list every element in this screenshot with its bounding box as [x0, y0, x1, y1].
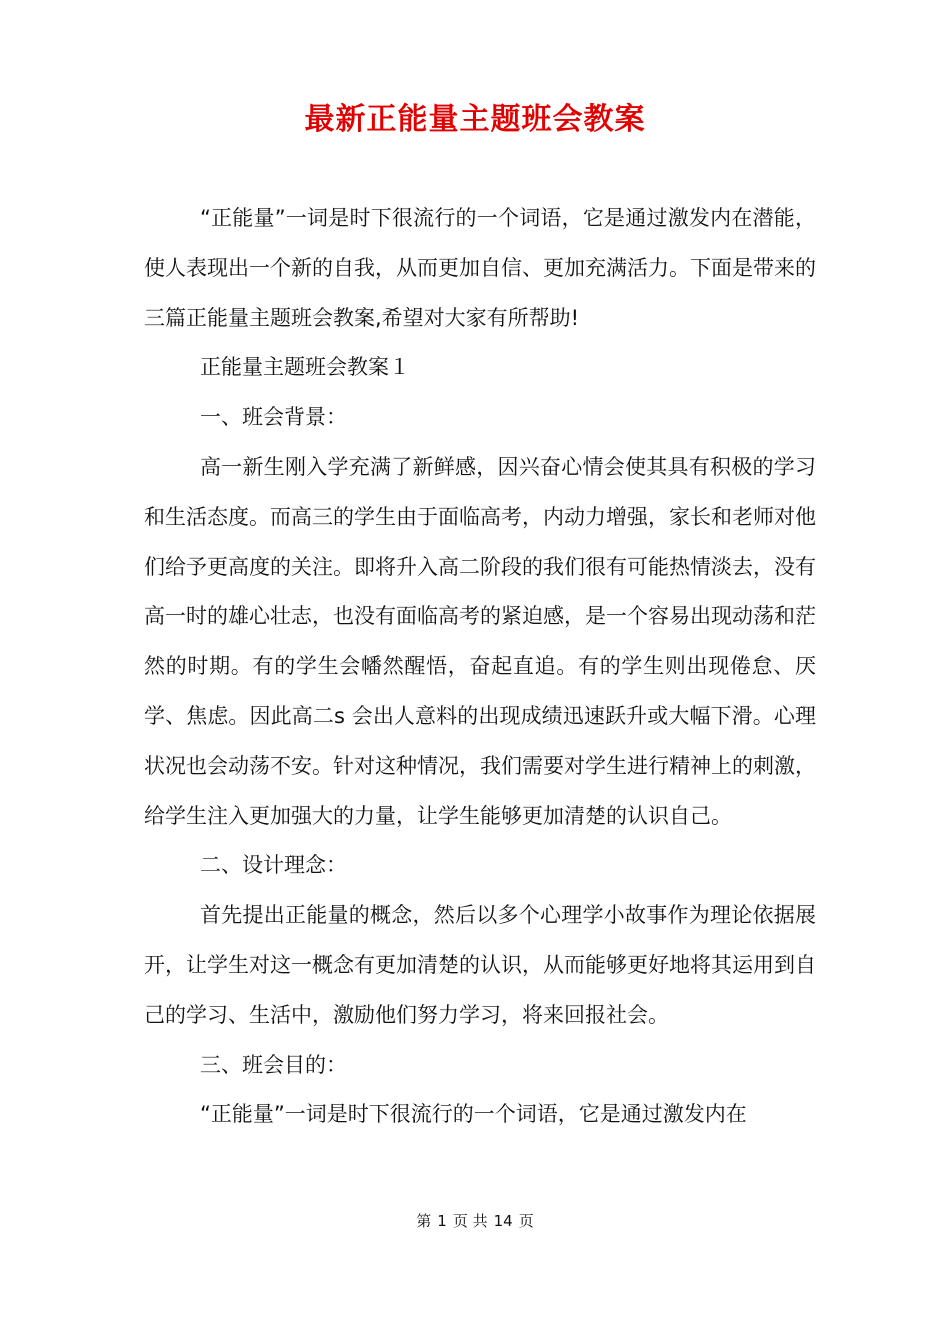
subheading-design-concept: 二、设计理念： [200, 853, 347, 878]
subheading-purpose: 三、班会目的： [200, 1052, 347, 1077]
footer-current-page: 1 [437, 1212, 447, 1230]
intro-paragraph: “正能量”一词是时下很流行的一个词语，它是通过激发内在潜能，使人表现出一个新的自我，从而更加自信、更加充满活力。下面是带来的三篇正能量主题班会教案,希望对大家有所帮助! [144, 206, 816, 330]
footer-total-pages: 14 [493, 1212, 513, 1230]
page-number-footer [0, 1209, 950, 1233]
subheading-background: 一、班会背景： [200, 405, 347, 430]
section-heading-lesson-1: 正能量主题班会教案１ [200, 355, 410, 380]
purpose-paragraph: “正能量”一词是时下很流行的一个词语，它是通过激发内在 [200, 1102, 747, 1127]
footer-suffix: 页 [518, 1212, 534, 1230]
document-title: 最新正能量主题班会教案 [304, 102, 646, 137]
background-paragraph: 高一新生刚入学充满了新鲜感，因兴奋心情会使其具有积极的学习和生活态度。而高三的学生由于面临高考，内动力增强，家长和老师对他们给予更高度的关注。即将升入高二阶段的我们很有可能热情淡去，没有高一时的雄心壮志，也没有面临高考的紧迫感，是一个容易出现动荡和茫然的时期。有的学生会幡然醒悟，奋起直追。有的学生则出现倦怠、厌学、焦虑。因此高二s 会出人意料的出现成绩迅速跃升或大幅下滑。心理状况也会动荡不安。针对这种情况，我们需要对学生进行精神上的刺激，给学生注入更加强大的力量，让学生能够更加清楚的认识自己。 [144, 454, 816, 828]
document-body [144, 194, 816, 1140]
footer-prefix: 第 [416, 1212, 432, 1230]
design-concept-paragraph: 首先提出正能量的概念，然后以多个心理学小故事作为理论依据展开，让学生对这一概念有更加清楚的认识，从而能够更好地将其运用到自己的学习、生活中，激励他们努力学习，将来回报社会。 [144, 903, 816, 1027]
footer-middle: 页 共 [452, 1212, 488, 1230]
